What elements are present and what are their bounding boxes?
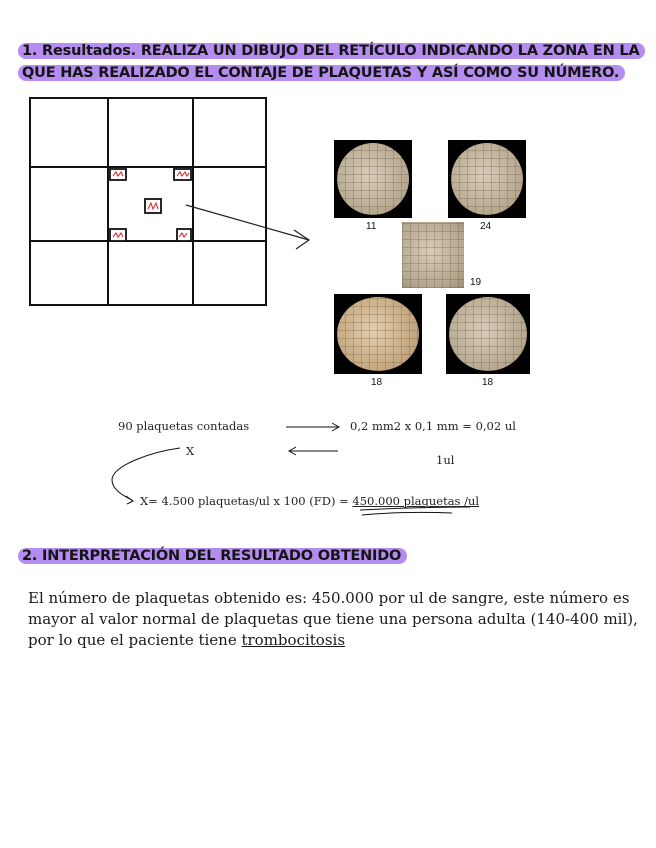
photo-top-right: [448, 140, 526, 218]
photo-bottom-left-count: 18: [371, 377, 383, 388]
photo-center: [402, 222, 464, 288]
calc-unknown: X: [186, 444, 195, 458]
calc-unit: 1ul: [436, 453, 455, 467]
photo-bottom-right-count: 18: [482, 377, 494, 388]
interpretation-text: El número de plaquetas obtenido es: 450.000 por ul de sangre, este número es mayor al valor normal de plaquetas que tiene una persona adulta (140-400 mil), por lo que el paciente tiene: [28, 589, 638, 649]
section-2-heading: [18, 545, 407, 567]
calc-volume: 0,2 mm2 x 0,1 mm = 0,02 ul: [350, 419, 516, 433]
interpretation-paragraph: [28, 588, 640, 651]
photo-top-right-count: 24: [480, 221, 492, 232]
photo-top-left: [334, 140, 412, 218]
count-square-bottom-left: [110, 229, 126, 241]
curved-arrow: [112, 448, 180, 500]
photo-bottom-left: [334, 294, 422, 374]
photo-bottom-right: [446, 294, 530, 374]
pointer-arrow-line: [186, 205, 309, 240]
count-square-bottom-right: [177, 229, 191, 241]
calc-result-value: 450.000 plaquetas /ul: [352, 494, 480, 508]
curved-arrow-head: [126, 496, 133, 504]
interpretation-term: trombocitosis: [241, 631, 346, 649]
count-square-top-left: [110, 169, 126, 180]
photo-top-left-count: 11: [366, 221, 377, 232]
result-underline-2: [362, 512, 452, 515]
calc-result-prefix: X= 4.500 plaquetas/ul x 100 (FD) =: [140, 494, 353, 508]
section-2-heading-text: 2. INTERPRETACIÓN DEL RESULTADO OBTENIDO: [18, 548, 407, 564]
calc-result: [140, 494, 479, 508]
photo-center-count: 19: [470, 277, 482, 288]
count-square-center: [145, 199, 161, 213]
calc-counted: 90 plaquetas contadas: [118, 419, 250, 433]
section-1-heading-text: 1. Resultados. REALIZA UN DIBUJO DEL RETÍCULO INDICANDO LA ZONA EN LA QUE HAS REALIZADO EL CONTAJE DE PLAQUETAS Y ASÍ COMO SU NÚMERO.: [18, 43, 645, 81]
